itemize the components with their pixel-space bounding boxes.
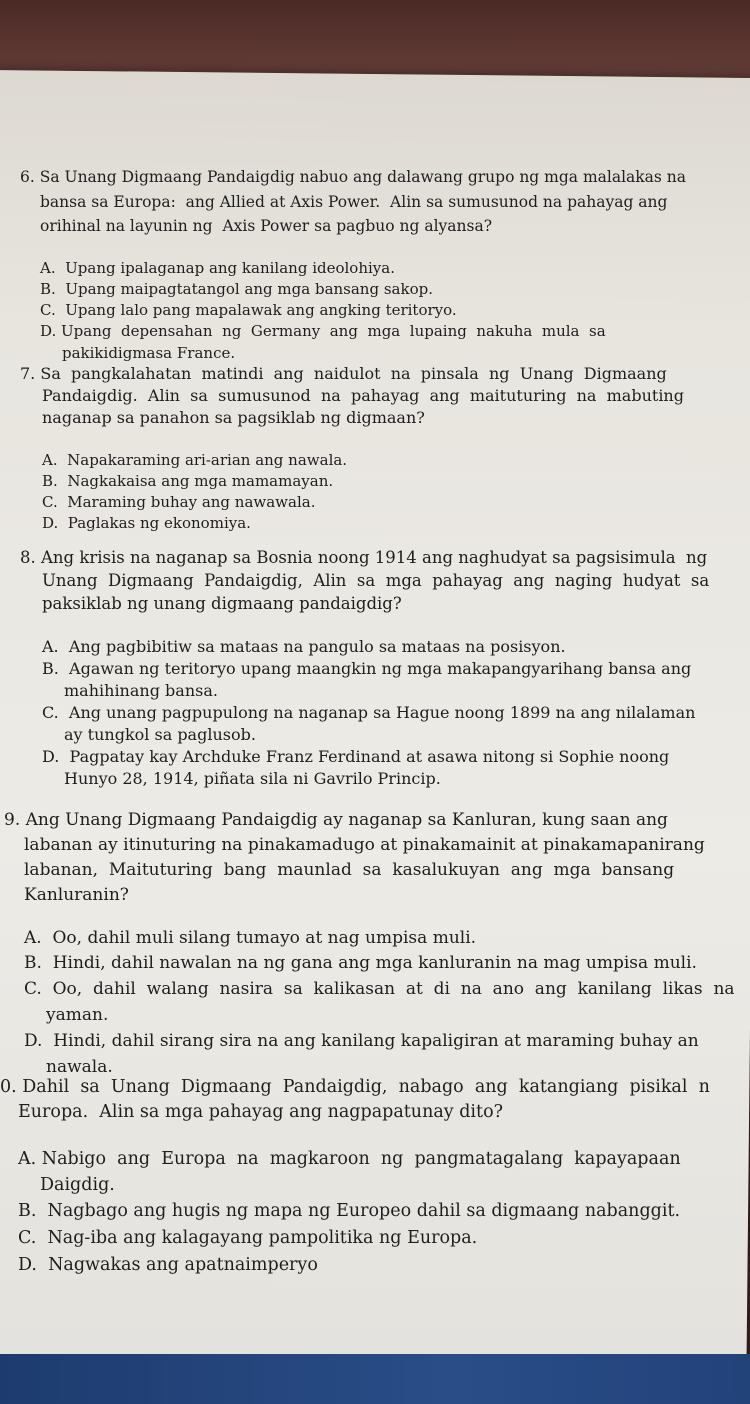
question-10-option-c: C. Nag-iba ang kalagayang pampolitika ng Europa. (18, 1228, 478, 1248)
question-9-stem-line-4: Kanluranin? (24, 885, 129, 905)
question-8-option-d: D. Pagpatay kay Archduke Franz Ferdinand at asawa nitong si Sophie noong (42, 747, 670, 766)
question-8-option-b-cont: mahihinang bansa. (64, 681, 218, 700)
question-10-option-a-cont: Daigdig. (40, 1175, 115, 1195)
question-6-option-a: A. Upang ipalaganap ang kanilang ideolohiya. (40, 259, 395, 277)
question-6-stem-line-2: bansa sa Europa: ang Allied at Axis Power. Alin sa sumusunod na pahayag ang (40, 193, 668, 211)
question-10-option-d: D. Nagwakas ang apatnaimperyo (18, 1255, 318, 1275)
question-9-option-b: B. Hindi, dahil nawalan na ng gana ang mga kanluranin na mag umpisa muli. (24, 953, 697, 973)
question-9-option-c-cont: yaman. (46, 1005, 109, 1025)
question-9-option-d-cont: nawala. (46, 1057, 113, 1077)
question-7-stem-line-2: Pandaigdig. Alin sa sumusunod na pahayag ang maituturing na mabuting (42, 386, 684, 405)
question-6-option-b: B. Upang maipagtatangol ang mga bansang sakop. (40, 280, 433, 298)
question-7-stem-line-1: 7. Sa pangkalahatan matindi ang naidulot na pinsala ng Unang Digmaang (20, 364, 667, 383)
question-6-stem-line-3: orihinal na layunin ng Axis Power sa pagbuo ng alyansa? (40, 217, 493, 235)
question-7-option-a: A. Napakaraming ari-arian ang nawala. (42, 451, 348, 469)
question-7-option-c: C. Maraming buhay ang nawawala. (42, 493, 316, 511)
question-10-stem-line-2: Europa. Alin sa mga pahayag ang nagpapatunay dito? (18, 1102, 503, 1122)
question-8-option-c-cont: ay tungkol sa paglusob. (64, 725, 256, 744)
question-8-stem-line-2: Unang Digmaang Pandaigdig, Alin sa mga pahayag ang naging hudyat sa (42, 571, 710, 590)
question-10-option-b: B. Nagbago ang hugis ng mapa ng Europeo dahil sa digmaang nabanggit. (18, 1201, 681, 1221)
question-6-option-d-cont: pakikidigmasa France. (62, 344, 236, 362)
question-9-option-c: C. Oo, dahil walang nasira sa kalikasan at di na ano ang kanilang likas na (24, 979, 735, 999)
question-8-stem-line-3: paksiklab ng unang digmaang pandaigdig? (42, 594, 402, 613)
question-8-option-a: A. Ang pagbibitiw sa mataas na pangulo sa mataas na posisyon. (42, 637, 566, 656)
question-7-option-d: D. Paglakas ng ekonomiya. (42, 514, 251, 532)
question-7-option-b: B. Nagkakaisa ang mga mamamayan. (42, 472, 334, 490)
question-9-option-d: D. Hindi, dahil sirang sira na ang kanilang kapaligiran at maraming buhay an (24, 1031, 699, 1051)
question-8-option-b: B. Agawan ng teritoryo upang maangkin ng mga makapangyarihang bansa ang (42, 659, 692, 678)
question-8-stem-line-1: 8. Ang krisis na naganap sa Bosnia noong 1914 ang naghudyat sa pagsisimula ng (20, 548, 708, 567)
question-8-option-d-cont: Hunyo 28, 1914, piñata sila ni Gavrilo Princip. (64, 769, 441, 788)
question-7-stem-line-3: naganap sa panahon sa pagsiklab ng digmaan? (42, 408, 425, 427)
question-9-stem-line-1: 9. Ang Unang Digmaang Pandaigdig ay naganap sa Kanluran, kung saan ang (4, 810, 668, 830)
question-6-option-c: C. Upang lalo pang mapalawak ang angking teritoryo. (40, 301, 457, 319)
question-10-option-a: A. Nabigo ang Europa na magkaroon ng pangmatagalang kapayapaan (18, 1149, 681, 1169)
question-9-stem-line-3: labanan, Maituturing bang maunlad sa kasalukuyan ang mga bansang (24, 860, 675, 880)
question-9-option-a: A. Oo, dahil muli silang tumayo at nag umpisa muli. (24, 928, 477, 948)
question-9-stem-line-2: labanan ay itinuturing na pinakamadugo at pinakamainit at pinakamapanirang (24, 835, 705, 855)
question-8-option-c: C. Ang unang pagpupulong na naganap sa Hague noong 1899 na ang nilalaman (42, 703, 696, 722)
question-10-stem-line-1: 0. Dahil sa Unang Digmaang Pandaigdig, nabago ang katangiang pisikal n (0, 1077, 710, 1097)
question-6-stem-line-1: 6. Sa Unang Digmaang Pandaigdig nabuo ang dalawang grupo ng mga malalakas na (20, 168, 687, 186)
question-6-option-d: D. Upang depensahan ng Germany ang mga lupaing nakuha mula sa (40, 322, 606, 340)
